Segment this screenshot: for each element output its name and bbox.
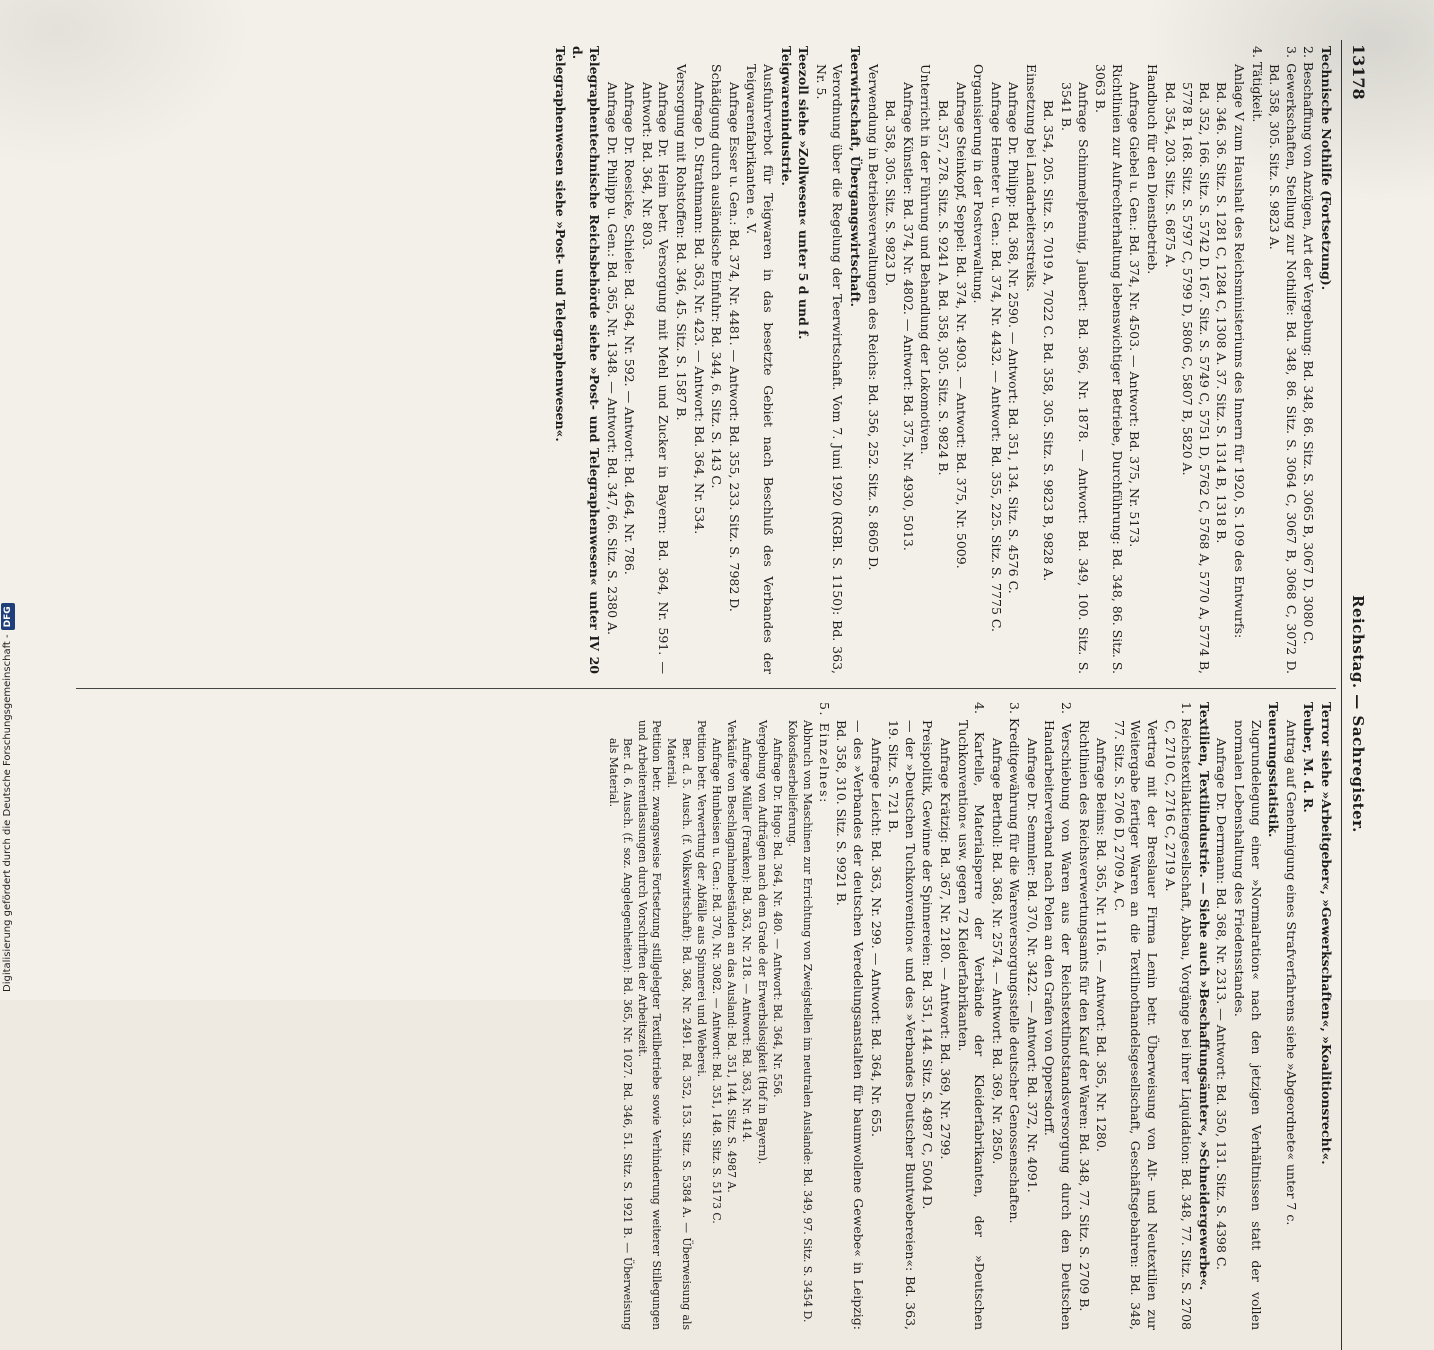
entry: Kokosfaserbelieferung. <box>785 720 799 847</box>
entry: Petition betr. Verwertung der Abfälle aus Spinnerei und Weberei. <box>694 720 708 1078</box>
entry: Anfrage Müller (Franken): Bd. 363, Nr. 218. — Antwort: Bd. 363, Nr. 414. <box>740 738 754 1143</box>
entry-heading: Telegraphentechnische Reichsbehörde siehe »Post- und Telegraphenwesen« unter IV 20 d. <box>570 46 603 674</box>
entry: Verkäufe von Beschlagnahmebeständen an das Ausland: Bd. 351, 144. Sitz. S. 4987 A. <box>725 720 739 1193</box>
right-column <box>604 702 1334 1330</box>
entry-heading: Teerwirtschaft, Übergangswirtschaft. <box>847 46 863 308</box>
entry: 2. Beschaffung von Anzügen, Art der Vergebung: Bd. 348, 86. Sitz. S. 3065 B, 3067 D, 3080 C. <box>1301 46 1317 645</box>
entry-heading: Technische Nothilfe (Fortsetzung). <box>1319 46 1334 291</box>
entry-heading: Teezoll siehe »Zollwesen« unter 5 d und f. <box>796 46 812 340</box>
entry-heading: Textilien, Textilindustrie. — Siehe auch »Beschaffungsämter«, »Schneidergewerbe«. <box>1196 702 1212 1291</box>
left-column <box>550 46 1334 674</box>
entry: Anfrage Künstler: Bd. 374, Nr. 4802. — Antwort: Bd. 375, Nr. 4930, 5013. <box>900 82 916 551</box>
entry: Verwendung in Betriebsverwaltungen des Reichs: Bd. 356, 252. Sitz. S. 8605 D. <box>865 64 881 571</box>
entry: Ber. d. 5. Ausch. (f. Volkswirtschaft): Bd. 368, Nr. 2491. Bd. 352, 153. Sitz. S. 5384 A. — Überweisung als Material. <box>665 738 693 1330</box>
entry: Einsetzung bei Landarbeiterstreiks. <box>1023 64 1039 292</box>
entry: Handbuch für den Dienstbetrieb. <box>1145 64 1161 275</box>
entry: Zugrundelegung einer »Normalration« nach den jetzigen Verhältnissen statt der vollen normalen Lebenshaltung des Friedensstandes. <box>1232 720 1264 1330</box>
entry: 3. Kreditgewährung für die Warenversorgungsstelle deutscher Genossenschaften. <box>1007 702 1023 1224</box>
entry: Anfrage Krätzig: Bd. 367, Nr. 2180. — Antwort: Bd. 369, Nr. 2799. <box>937 738 953 1160</box>
entry: Anfrage Steinkopf, Seppel: Bd. 374, Nr. 4903. — Antwort: Bd. 375, Nr. 5009. <box>953 82 969 569</box>
entry: Richtlinien zur Aufrechterhaltung lebenswichtiger Betriebe, Durchführung: Bd. 348, 86. Sitz. S. 3063 B. <box>1093 64 1125 674</box>
entry: Anfrage D. Strathmann: Bd. 363, Nr. 423. — Antwort: Bd. 364, Nr. 534. <box>691 82 707 535</box>
entry: 4. Kartelle, Materialsperre der Verbände der Kleiderfabrikanten, der »Deutschen Tuchkonvention« usw. gegen 72 Kleiderfabrikanten. <box>955 702 988 1330</box>
entry: Anfrage Dr. Semmler: Bd. 370, Nr. 3422. — Antwort: Bd. 372, Nr. 4091. <box>1024 738 1040 1193</box>
entry-heading: Teuerungsstatistik. <box>1266 702 1282 838</box>
footer-text: Digitalisierung gefördert durch die Deutsche Forschungsgemeinschaft - <box>2 634 13 992</box>
printed-page <box>70 40 1370 1350</box>
entry: Anfrage Hunbeisen u. Gen.: Bd. 370, Nr. 3082. — Antwort: Bd. 351, 148. Sitz. S. 5173 C. <box>709 738 723 1224</box>
entry: Schädigung durch ausländische Einfuhr: Bd. 344, 6. Sitz. S. 143 C. <box>709 64 725 489</box>
entry: 1. Reichstextilaktiengesellschaft, Abbau, Vorgänge bei ihrer Liquidation: Bd. 348, 77. Sitz. S. 2708 C, 2710 C, 2716 C, 2719 A. <box>1162 702 1195 1330</box>
entry: Unterricht in der Führung und Behandlung der Lokomotiven. <box>918 64 934 455</box>
entry: 2. Verschiebung von Waren aus der Reichstextilnotstandsversorgung durch den Deutschen Handarbeiterverband nach Polen an den Grafen von Oppersdorff. <box>1042 702 1075 1330</box>
entry: Anfrage Dr. Roesicke, Schiele: Bd. 364, Nr. 592. — Antwort: Bd. 464, Nr. 786. <box>622 82 638 575</box>
entry: Bd. 358, 305. Sitz. S. 9823 D. <box>883 100 899 287</box>
entry: Anfrage Dr. Hugo: Bd. 364, Nr. 480. — Antwort: Bd. 364, Nr. 556. <box>770 738 784 1098</box>
entry: Anfrage Dr. Philipp: Bd. 368, Nr. 2590. — Antwort: Bd. 351, 134. Sitz. S. 4576 C. <box>1006 82 1022 594</box>
entry: Bd. 357, 278. Sitz. S. 9241 A. Bd. 358, 305. Sitz. S. 9824 B. <box>935 100 951 476</box>
entry: Richtlinien des Reichsverwertungsamts für den Kauf der Waren: Bd. 348, 77. Sitz. S. 2709 B. <box>1076 720 1092 1312</box>
entry: 3. Gewerkschaften, Stellung zur Nothilfe: Bd. 348, 86. Sitz. S. 3064 C, 3067 B, 3068 C, 3072 D. Bd. 358, 305. Sitz. S. 9823 A. <box>1267 46 1299 674</box>
entry: Anfrage Esser u. Gen.: Bd. 374, Nr. 4481. — Antwort: Bd. 355, 233. Sitz. S. 7982 D. <box>726 82 742 612</box>
entry: Anfrage Dr. Heim betr. Versorgung mit Mehl und Zucker in Bayern: Bd. 364, Nr. 591. — Antwort: Bd. 364, Nr. 803. <box>639 82 672 674</box>
dfg-logo: DFG <box>1 603 15 630</box>
entry-heading: Telegraphenwesen siehe »Post- und Telegraphenwesen«. <box>552 46 568 442</box>
entry: 4. Tätigkeit. <box>1249 46 1265 123</box>
entry: Petition betr. zwangsweise Fortsetzung stillgelegter Textilbetriebe sowie Verhinderung weiterer Stillegungen und Arbeiterentlassungen durch Vorschriften der Arbeitszeit. <box>635 720 664 1330</box>
entry: Ausfuhrverbot für Teigwaren in das besetzte Gebiet nach Beschluß des Verbandes der Teigwarenfabrikanten e. V. <box>744 64 776 674</box>
entry: Vergebung von Aufträgen nach dem Grade der Erwerbslosigkeit (Hof in Bayern). <box>755 720 769 1165</box>
entry: Anfrage Giebel u. Gen.: Bd. 374, Nr. 4503. — Antwort: Bd. 375, Nr. 5173. <box>1127 82 1143 548</box>
page-number: 13178 <box>1349 44 1368 100</box>
entry-heading: Teigwarenindustrie. <box>778 46 794 186</box>
entry: Abbruch von Maschinen zur Errichtung von Zweigstellen im neutralen Auslande: Bd. 349, 97. Sitz. S. 3454 D. <box>801 720 815 1323</box>
running-title: Reichstag. — Sachregister. <box>1349 595 1367 833</box>
entry: Anfrage Schimmelpfennig, Jaubert: Bd. 366, Nr. 1878. — Antwort: Bd. 349, 100. Sitz. S. 3541 B. <box>1059 82 1091 674</box>
entry: Preispolitik, Gewinne der Spinnereien: Bd. 351, 144. Sitz. S. 4987 C, 5004 D. <box>920 720 936 1210</box>
entry-heading: Terror siehe »Arbeitgeber«, »Gewerkschaften«, »Koalitionsrecht«. <box>1319 702 1334 1165</box>
entry: Verordnung über die Regelung der Teerwirtschaft. Vom 7. Juni 1920 (RGBl. S. 1150): Bd. 363, Nr. 5. <box>813 64 846 674</box>
entry: Anfrage Beims: Bd. 365, Nr. 1116. — Antwort: Bd. 365, Nr. 1280. <box>1094 738 1110 1152</box>
entry: Organisierung in der Postverwaltung. <box>971 64 987 304</box>
entry: Bd. 346. 36. Sitz. S. 1281 C, 1284 C, 1308 A. 37. Sitz. S. 1314 B, 1318 B. <box>1214 82 1230 544</box>
entry: Vertrag mit der Breslauer Firma Lenin betr. Überweisung von Alt- und Neutextilien zur Weitergabe fertiger Waren an die Textilnothandelsgesellschaft, Geschäftsgebahren: Bd. 348, 77. Sitz. S. 2706 D, 2709 A, C. <box>1111 720 1161 1330</box>
entry: Anfrage Dr. Philipp u. Gen.: Bd. 365, Nr. 1348. — Antwort: Bd. 347, 66. Sitz. S. 2380 A. <box>604 82 620 636</box>
entry: Anfrage Leicht: Bd. 363, Nr. 299. — Antwort: Bd. 364, Nr. 655. <box>868 738 884 1137</box>
page-header <box>1341 40 1370 1350</box>
entry: Bd. 354, 205. Sitz. S. 7019 A, 7022 C. Bd. 358, 305. Sitz. S. 9823 B, 9828 A. <box>1041 100 1057 582</box>
entry: Versorgung mit Rohstoffen: Bd. 346, 45. Sitz. S. 1587 B. <box>674 64 690 421</box>
entry-heading: 5. Einzelnes: <box>816 702 832 804</box>
entry: Ber. d. 6. Ausch. (f. soz. Angelegenheiten): Bd. 365, Nr. 1027. Bd. 346, 51. Sitz. S. 1921 B. — Überweisung als Material. <box>606 738 634 1330</box>
entry: Bd. 354, 203. Sitz. S. 6875 A. <box>1162 82 1178 268</box>
entry-heading: Teuber, M. d. R. <box>1301 702 1317 813</box>
entry: Antrag auf Genehmigung eines Strafverfahrens siehe »Abgeordnete« unter 7 c. <box>1283 720 1299 1226</box>
entry: — der »Deutschen Tuchkonvention« und des »Verbandes Deutscher Buntwebereien«: Bd. 363, 19. Sitz. S. 721 B. <box>886 720 918 1330</box>
entry: Bd. 352, 166. Sitz. S. 5742 D. 167. Sitz. S. 5749 C, 5751 D, 5762 C, 5768 A, 5770 A, 5774 B, 5778 B. 168. Sitz. S. 5797 C, 5799 D, 5806 C, 5807 B, 5820 A. <box>1180 82 1212 674</box>
entry: Anfrage Bertholl: Bd. 368, Nr. 2574. — Antwort: Bd. 369, Nr. 2850. <box>989 738 1005 1165</box>
column-divider <box>76 688 1336 689</box>
digitization-footer <box>1 602 15 992</box>
entry: Anfrage Hemeter u. Gen.: Bd. 374, Nr. 4432. — Antwort: Bd. 355, 225. Sitz. S. 7775 C. <box>988 82 1004 632</box>
entry: — des »Verbandes der deutschen Veredelungsanstalten für baumwollene Gewebe« in Leipzig: Bd. 358, 310. Sitz. S. 9921 B. <box>834 720 866 1330</box>
entry: Anfrage Dr. Derrmann: Bd. 368, Nr. 2313. — Antwort: Bd. 350, 131. Sitz. S. 4398 C. <box>1214 738 1230 1271</box>
entry: Anlage V zum Haushalt des Reichsministeriums des Innern für 1920, S. 109 des Entwurfs: <box>1232 64 1248 639</box>
